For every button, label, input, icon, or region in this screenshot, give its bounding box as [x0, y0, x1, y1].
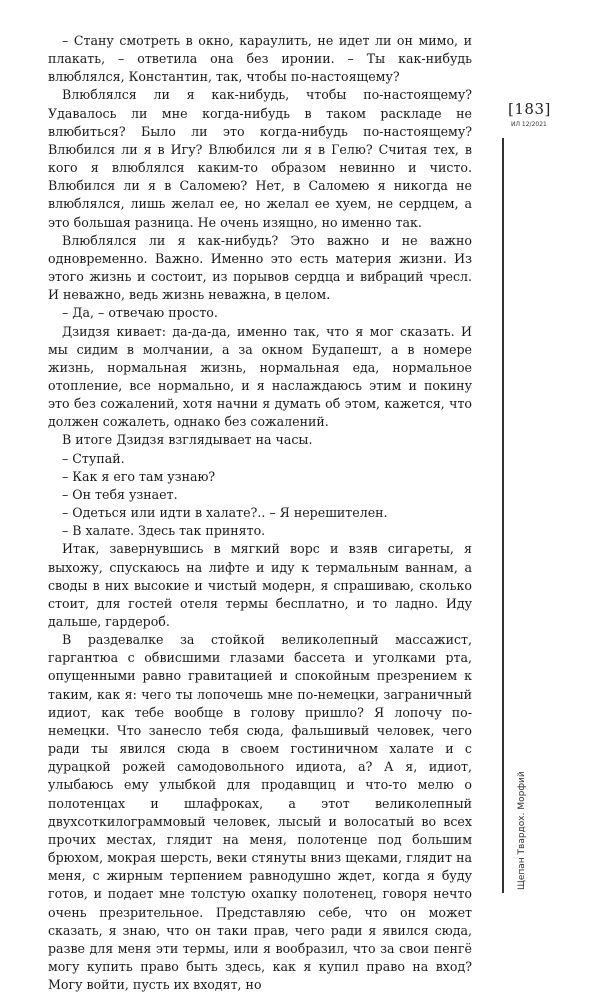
paragraph: В итоге Дзидзя взглядывает на часы. [62, 432, 313, 448]
paragraph: В раздевалке за стойкой великолепный массажист, гаргантюа с обвисшими глазами бассета и уголками рта, опущенными равно гравитацией и спокойным презрением к таким, как я: чего ты лопочешь мне по-немецки, заграничный идиот, как тебе вообще в голову пришло? Я лопочу по-немецки. Что занесло тебя сюда, фальшивый человек, чего ради ты явился сюда в своем гостиничном халате и с дурацкой рожей самодовольного идиота, а? А я, идиот, улыбаюсь ему улыбкой для продавщиц и что-то мелю о полотенцах и шлафроках, а этот великолепный двухсоткилограммовый человек, лысый и волосатый во всех прочих местах, глядит на меня, полотенце под большим брюхом, мокрая шерсть, веки стянуты вниз щеками, глядит на меня, с жирным терпением равнодушно ждет, когда я буду готов, и подает мне толстую охапку полотенец, говоря нечто очень презрительное. Представляю себе, что он может сказать, я знаю, что он таки прав, чего ради я явился сюда, разве для меня эти термы, или я вообразил, что за свои пенгё могу купить право быть здесь, как я купил право на вход? Могу войти, пусть их входят, но [48, 632, 472, 993]
page-number: [183] [508, 100, 551, 118]
body-text [48, 32, 472, 994]
paragraph: Дзидзя кивает: да-да-да, именно так, что я мог сказать. И мы сидим в молчании, а за окном Будапешт, а в номере жизнь, нормальная жизнь, нормальная еда, нормальное отопление, все нормально, и я наслаждаюсь этим и покину это без сожалений, хотя начни я думать об этом, кажется, что должен сожалеть, однако без сожалений. [48, 323, 472, 430]
running-title: Щепан Твардох. Морфий [517, 771, 527, 890]
dialog-line: – В халате. Здесь так принято. [62, 523, 266, 539]
issue-label: ИЛ 12/2021 [511, 121, 547, 128]
paragraph: Влюблялся ли я как-нибудь? Это важно и не важно одновременно. Важно. Именно это есть материя жизни. Из этого жизнь и состоит, из порывов сердца и вибраций чресл. И неважно, ведь жизнь неважна, в целом. [48, 232, 472, 303]
paragraph: Итак, завернувшись в мягкий ворс и взяв сигареты, я выхожу, спускаюсь на лифте и иду к термальным ваннам, а своды в них высокие и чистый модерн, я спрашиваю, сколько стоит, для гостей отеля термы бесплатно, и то ладно. Иду дальше, гардероб. [48, 541, 472, 629]
paragraph: – Стану смотреть в окно, караулить, не идет ли он мимо, и плакать, – ответила она без иронии. – Ты как-нибудь влюблялся, Константин, так, чтобы по-настоящему? [48, 33, 472, 85]
paragraph: Влюблялся ли я как-нибудь, чтобы по-настоящему? Удавалось ли мне когда-нибудь в таком раскладе не влюбиться? Было ли это когда-нибудь по-настоящему? Влюбился ли я в Игу? Влюбился ли я в Гелю? Считая тех, в кого я влюблялся каким-то образом невинно и чисто. Влюбился ли я в Саломею? Нет, в Саломею я никогда не влюблялся, лишь желал ее, но желал ее хуем, не сердцем, а это большая разница. Не очень изящно, но именно так. [48, 87, 472, 230]
dialog-line: – Как я его там узнаю? [62, 468, 216, 484]
dialog-line: – Ступай. [62, 450, 125, 466]
margin-rule [502, 138, 504, 893]
dialog-line: – Он тебя узнает. [62, 486, 178, 502]
dialog-line: – Одеться или идти в халате?.. – Я нерешителен. [62, 505, 388, 521]
dialog-line: – Да, – отвечаю просто. [62, 305, 218, 321]
